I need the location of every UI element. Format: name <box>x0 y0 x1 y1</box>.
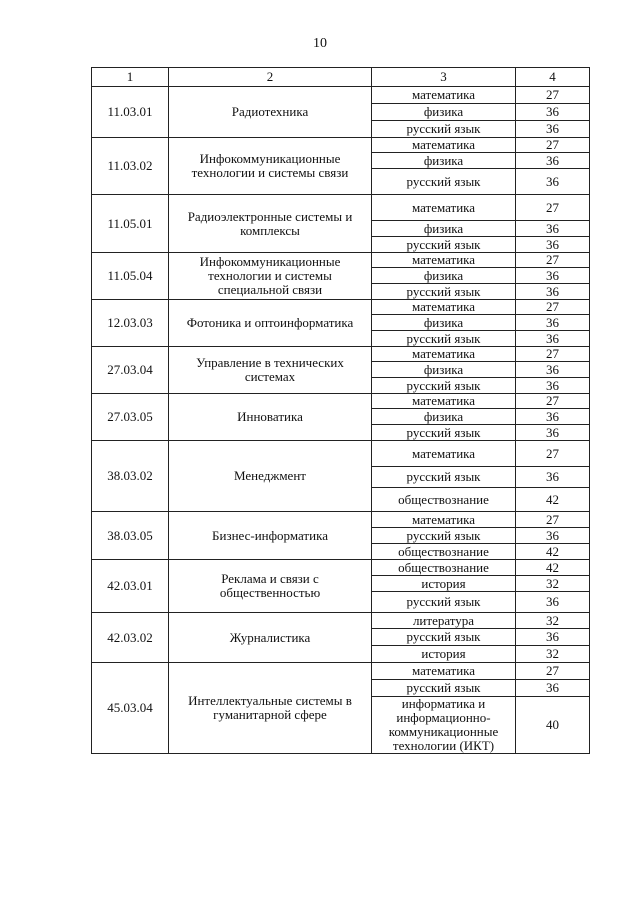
exam-subject: математика <box>372 441 516 467</box>
minimum-score: 36 <box>516 153 590 169</box>
minimum-score: 27 <box>516 512 590 528</box>
program-code: 38.03.02 <box>92 441 169 512</box>
minimum-score: 36 <box>516 284 590 300</box>
page-number: 10 <box>313 36 327 51</box>
minimum-score: 36 <box>516 362 590 378</box>
minimum-score: 27 <box>516 663 590 680</box>
table-row <box>92 394 590 409</box>
minimum-score: 27 <box>516 394 590 409</box>
program-code: 27.03.05 <box>92 394 169 441</box>
program-name: Инноватика <box>169 394 372 441</box>
minimum-score: 27 <box>516 253 590 268</box>
table-row <box>92 300 590 315</box>
table-row <box>92 138 590 153</box>
minimum-score: 36 <box>516 104 590 121</box>
exam-subject: русский язык <box>372 378 516 394</box>
exam-subject: физика <box>372 362 516 378</box>
minimum-score: 36 <box>516 169 590 195</box>
header-cell: 2 <box>169 68 372 87</box>
exam-subject: информатика и информационно-коммуникационные технологии (ИКТ) <box>372 697 516 754</box>
header-cell: 4 <box>516 68 590 87</box>
minimum-score: 36 <box>516 268 590 284</box>
minimum-score: 36 <box>516 592 590 613</box>
table-row <box>92 347 590 362</box>
exam-subject: история <box>372 576 516 592</box>
minimum-score: 36 <box>516 121 590 138</box>
header-cell: 1 <box>92 68 169 87</box>
table-row <box>92 663 590 680</box>
exam-subject: русский язык <box>372 169 516 195</box>
exam-subject: математика <box>372 138 516 153</box>
exam-subject: математика <box>372 253 516 268</box>
exam-subject: математика <box>372 87 516 104</box>
exam-subject: история <box>372 646 516 663</box>
program-name: Инфокоммуникационные технологии и системы связи <box>169 138 372 195</box>
minimum-score: 27 <box>516 87 590 104</box>
program-name: Реклама и связи с общественностью <box>169 560 372 613</box>
program-name: Менеджмент <box>169 441 372 512</box>
exam-subject: физика <box>372 409 516 425</box>
exam-subject: русский язык <box>372 425 516 441</box>
minimum-score: 27 <box>516 300 590 315</box>
minimum-score: 36 <box>516 378 590 394</box>
program-name: Радиоэлектронные системы и комплексы <box>169 195 372 253</box>
program-code: 11.03.02 <box>92 138 169 195</box>
exam-subject: русский язык <box>372 592 516 613</box>
program-name: Бизнес-информатика <box>169 512 372 560</box>
table-row <box>92 195 590 221</box>
program-code: 11.03.01 <box>92 87 169 138</box>
exam-subject: математика <box>372 663 516 680</box>
program-code: 45.03.04 <box>92 663 169 754</box>
program-code: 38.03.05 <box>92 512 169 560</box>
exam-subject: физика <box>372 104 516 121</box>
table-row <box>92 512 590 528</box>
minimum-score: 32 <box>516 646 590 663</box>
program-code: 27.03.04 <box>92 347 169 394</box>
minimum-score: 36 <box>516 237 590 253</box>
exam-subject: обществознание <box>372 488 516 512</box>
minimum-score: 36 <box>516 467 590 488</box>
minimum-score: 36 <box>516 315 590 331</box>
minimum-score: 32 <box>516 613 590 629</box>
table-row <box>92 560 590 576</box>
exam-subject: математика <box>372 347 516 362</box>
minimum-score: 27 <box>516 138 590 153</box>
exam-subject: русский язык <box>372 331 516 347</box>
minimum-score: 42 <box>516 544 590 560</box>
exam-subject: математика <box>372 394 516 409</box>
exam-subject: литература <box>372 613 516 629</box>
admission-table <box>91 67 590 754</box>
program-name: Радиотехника <box>169 87 372 138</box>
exam-subject: русский язык <box>372 237 516 253</box>
table-row <box>92 613 590 629</box>
minimum-score: 27 <box>516 347 590 362</box>
exam-subject: физика <box>372 315 516 331</box>
program-name: Управление в технических системах <box>169 347 372 394</box>
program-name: Интеллектуальные системы в гуманитарной сфере <box>169 663 372 754</box>
table-body <box>92 68 590 754</box>
minimum-score: 40 <box>516 697 590 754</box>
minimum-score: 36 <box>516 528 590 544</box>
table-row <box>92 253 590 268</box>
exam-subject: математика <box>372 512 516 528</box>
program-code: 42.03.02 <box>92 613 169 663</box>
minimum-score: 36 <box>516 629 590 646</box>
minimum-score: 42 <box>516 488 590 512</box>
exam-subject: русский язык <box>372 467 516 488</box>
exam-subject: русский язык <box>372 121 516 138</box>
minimum-score: 36 <box>516 331 590 347</box>
table-row <box>92 87 590 104</box>
exam-subject: русский язык <box>372 284 516 300</box>
exam-subject: математика <box>372 195 516 221</box>
exam-subject: обществознание <box>372 544 516 560</box>
exam-subject: обществознание <box>372 560 516 576</box>
minimum-score: 32 <box>516 576 590 592</box>
exam-subject: физика <box>372 268 516 284</box>
minimum-score: 27 <box>516 441 590 467</box>
minimum-score: 27 <box>516 195 590 221</box>
header-row <box>92 68 590 87</box>
program-name: Инфокоммуникационные технологии и системы специальной связи <box>169 253 372 300</box>
minimum-score: 42 <box>516 560 590 576</box>
exam-subject: физика <box>372 153 516 169</box>
exam-subject: математика <box>372 300 516 315</box>
program-code: 11.05.01 <box>92 195 169 253</box>
program-code: 42.03.01 <box>92 560 169 613</box>
exam-subject: русский язык <box>372 680 516 697</box>
program-name: Журналистика <box>169 613 372 663</box>
exam-subject: русский язык <box>372 528 516 544</box>
exam-subject: физика <box>372 221 516 237</box>
minimum-score: 36 <box>516 425 590 441</box>
minimum-score: 36 <box>516 680 590 697</box>
exam-subject: русский язык <box>372 629 516 646</box>
header-cell: 3 <box>372 68 516 87</box>
table-row <box>92 441 590 467</box>
minimum-score: 36 <box>516 409 590 425</box>
minimum-score: 36 <box>516 221 590 237</box>
program-code: 11.05.04 <box>92 253 169 300</box>
program-name: Фотоника и оптоинформатика <box>169 300 372 347</box>
program-code: 12.03.03 <box>92 300 169 347</box>
